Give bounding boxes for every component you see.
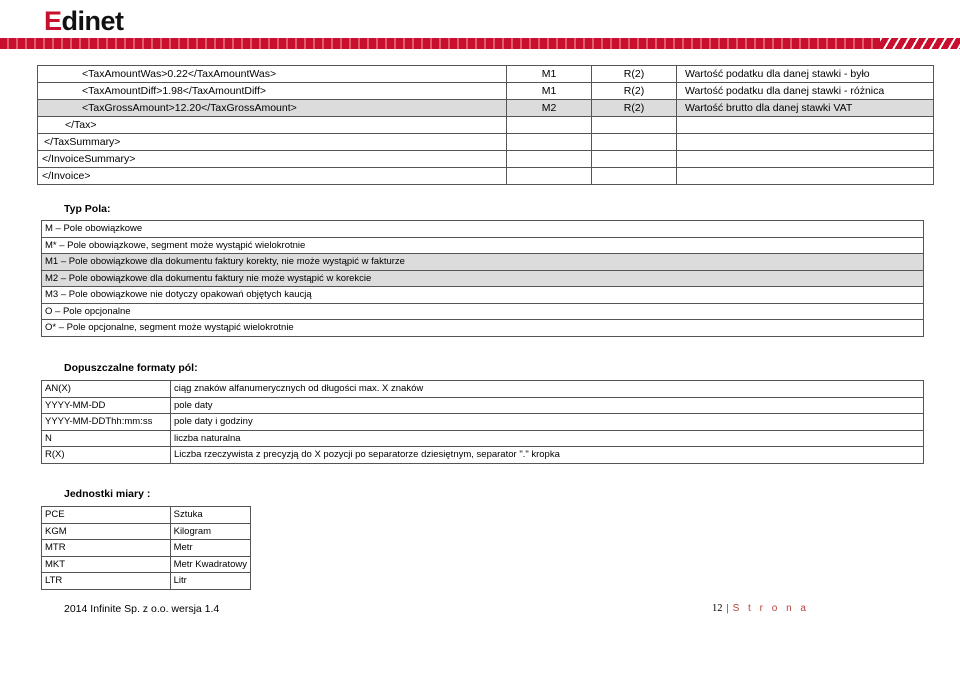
xml-row bbox=[38, 168, 934, 185]
field-type-row bbox=[42, 303, 924, 320]
footer-copyright: 2014 Infinite Sp. z o.o. wersja 1.4 bbox=[64, 603, 220, 615]
field-type-text: M* – Pole obowiązkowe, segment może wystąpić wielokrotnie bbox=[42, 237, 924, 254]
xml-element-cell: </InvoiceSummary> bbox=[38, 151, 507, 168]
field-type-row bbox=[42, 237, 924, 254]
format-cell bbox=[592, 117, 677, 134]
unit-description: Sztuka bbox=[170, 507, 250, 524]
format-code: R(X) bbox=[42, 447, 171, 464]
format-row bbox=[42, 414, 924, 431]
xml-row bbox=[38, 83, 934, 100]
field-type-row bbox=[42, 320, 924, 337]
xml-row bbox=[38, 151, 934, 168]
field-type-cell bbox=[507, 151, 592, 168]
format-description: Liczba rzeczywista z precyzją do X pozycji po separatorze dziesiętnym, separator "." kropka bbox=[171, 447, 924, 464]
xml-element-cell: </Tax> bbox=[38, 117, 507, 134]
xml-element-cell: <TaxAmountWas>0.22</TaxAmountWas> bbox=[38, 66, 507, 83]
xml-fields-table bbox=[37, 65, 934, 185]
formats-table bbox=[41, 380, 924, 464]
field-type-cell bbox=[507, 117, 592, 134]
description-cell: Wartość podatku dla danej stawki - było bbox=[677, 66, 934, 83]
format-code: N bbox=[42, 430, 171, 447]
field-type-text: O – Pole opcjonalne bbox=[42, 303, 924, 320]
field-type-row bbox=[42, 221, 924, 238]
field-type-text: M1 – Pole obowiązkowe dla dokumentu faktury korekty, nie może wystąpić w fakturze bbox=[42, 254, 924, 271]
unit-row bbox=[42, 523, 251, 540]
format-cell: R(2) bbox=[592, 83, 677, 100]
format-cell: R(2) bbox=[592, 66, 677, 83]
format-code: YYYY-MM-DDThh:mm:ss bbox=[42, 414, 171, 431]
unit-row bbox=[42, 556, 251, 573]
description-cell bbox=[677, 168, 934, 185]
format-row bbox=[42, 381, 924, 398]
xml-element-cell: <TaxGrossAmount>12.20</TaxGrossAmount> bbox=[38, 100, 507, 117]
edinet-logo bbox=[44, 6, 124, 37]
format-cell bbox=[592, 168, 677, 185]
field-type-cell: M2 bbox=[507, 100, 592, 117]
format-row bbox=[42, 447, 924, 464]
field-type-row bbox=[42, 254, 924, 271]
description-cell bbox=[677, 151, 934, 168]
units-table bbox=[41, 506, 251, 590]
unit-description: Metr bbox=[170, 540, 250, 557]
field-type-cell: M1 bbox=[507, 83, 592, 100]
format-description: liczba naturalna bbox=[171, 430, 924, 447]
formats-heading: Dopuszczalne formaty pól: bbox=[64, 362, 198, 374]
unit-code: MTR bbox=[42, 540, 171, 557]
xml-element-cell: </TaxSummary> bbox=[38, 134, 507, 151]
format-row bbox=[42, 430, 924, 447]
xml-element-cell: </Invoice> bbox=[38, 168, 507, 185]
units-heading: Jednostki miary : bbox=[64, 488, 151, 500]
field-type-cell bbox=[507, 134, 592, 151]
field-type-text: M3 – Pole obowiązkowe nie dotyczy opakowań objętych kaucją bbox=[42, 287, 924, 304]
field-type-text: M – Pole obowiązkowe bbox=[42, 221, 924, 238]
unit-row bbox=[42, 507, 251, 524]
format-row bbox=[42, 397, 924, 414]
xml-row bbox=[38, 117, 934, 134]
field-type-text: O* – Pole opcjonalne, segment może wystąpić wielokrotnie bbox=[42, 320, 924, 337]
description-cell: Wartość brutto dla danej stawki VAT bbox=[677, 100, 934, 117]
unit-row bbox=[42, 573, 251, 590]
format-cell bbox=[592, 134, 677, 151]
format-code: YYYY-MM-DD bbox=[42, 397, 171, 414]
header-red-bar bbox=[0, 38, 960, 49]
page-number: 12 bbox=[712, 603, 723, 614]
page-label: S t r o n a bbox=[732, 603, 809, 614]
logo-text: dinet bbox=[61, 6, 124, 36]
format-cell: R(2) bbox=[592, 100, 677, 117]
xml-element-cell: <TaxAmountDiff>1.98</TaxAmountDiff> bbox=[38, 83, 507, 100]
types-heading: Typ Pola: bbox=[64, 203, 111, 215]
unit-description: Litr bbox=[170, 573, 250, 590]
format-description: pole daty bbox=[171, 397, 924, 414]
field-type-cell: M1 bbox=[507, 66, 592, 83]
format-description: pole daty i godziny bbox=[171, 414, 924, 431]
unit-row bbox=[42, 540, 251, 557]
page-separator: | bbox=[726, 603, 729, 614]
unit-code: PCE bbox=[42, 507, 171, 524]
field-type-row bbox=[42, 270, 924, 287]
xml-row bbox=[38, 134, 934, 151]
unit-description: Kilogram bbox=[170, 523, 250, 540]
xml-row bbox=[38, 66, 934, 83]
unit-description: Metr Kwadratowy bbox=[170, 556, 250, 573]
field-type-cell bbox=[507, 168, 592, 185]
field-type-row bbox=[42, 287, 924, 304]
field-type-text: M2 – Pole obowiązkowe dla dokumentu faktury nie może wystąpić w korekcie bbox=[42, 270, 924, 287]
field-types-table bbox=[41, 220, 924, 337]
xml-row bbox=[38, 100, 934, 117]
format-code: AN(X) bbox=[42, 381, 171, 398]
unit-code: KGM bbox=[42, 523, 171, 540]
format-cell bbox=[592, 151, 677, 168]
description-cell: Wartość podatku dla danej stawki - różnica bbox=[677, 83, 934, 100]
description-cell bbox=[677, 117, 934, 134]
unit-code: MKT bbox=[42, 556, 171, 573]
footer-page bbox=[712, 603, 809, 614]
description-cell bbox=[677, 134, 934, 151]
format-description: ciąg znaków alfanumerycznych od długości max. X znaków bbox=[171, 381, 924, 398]
unit-code: LTR bbox=[42, 573, 171, 590]
logo-letter-e: E bbox=[44, 6, 62, 36]
